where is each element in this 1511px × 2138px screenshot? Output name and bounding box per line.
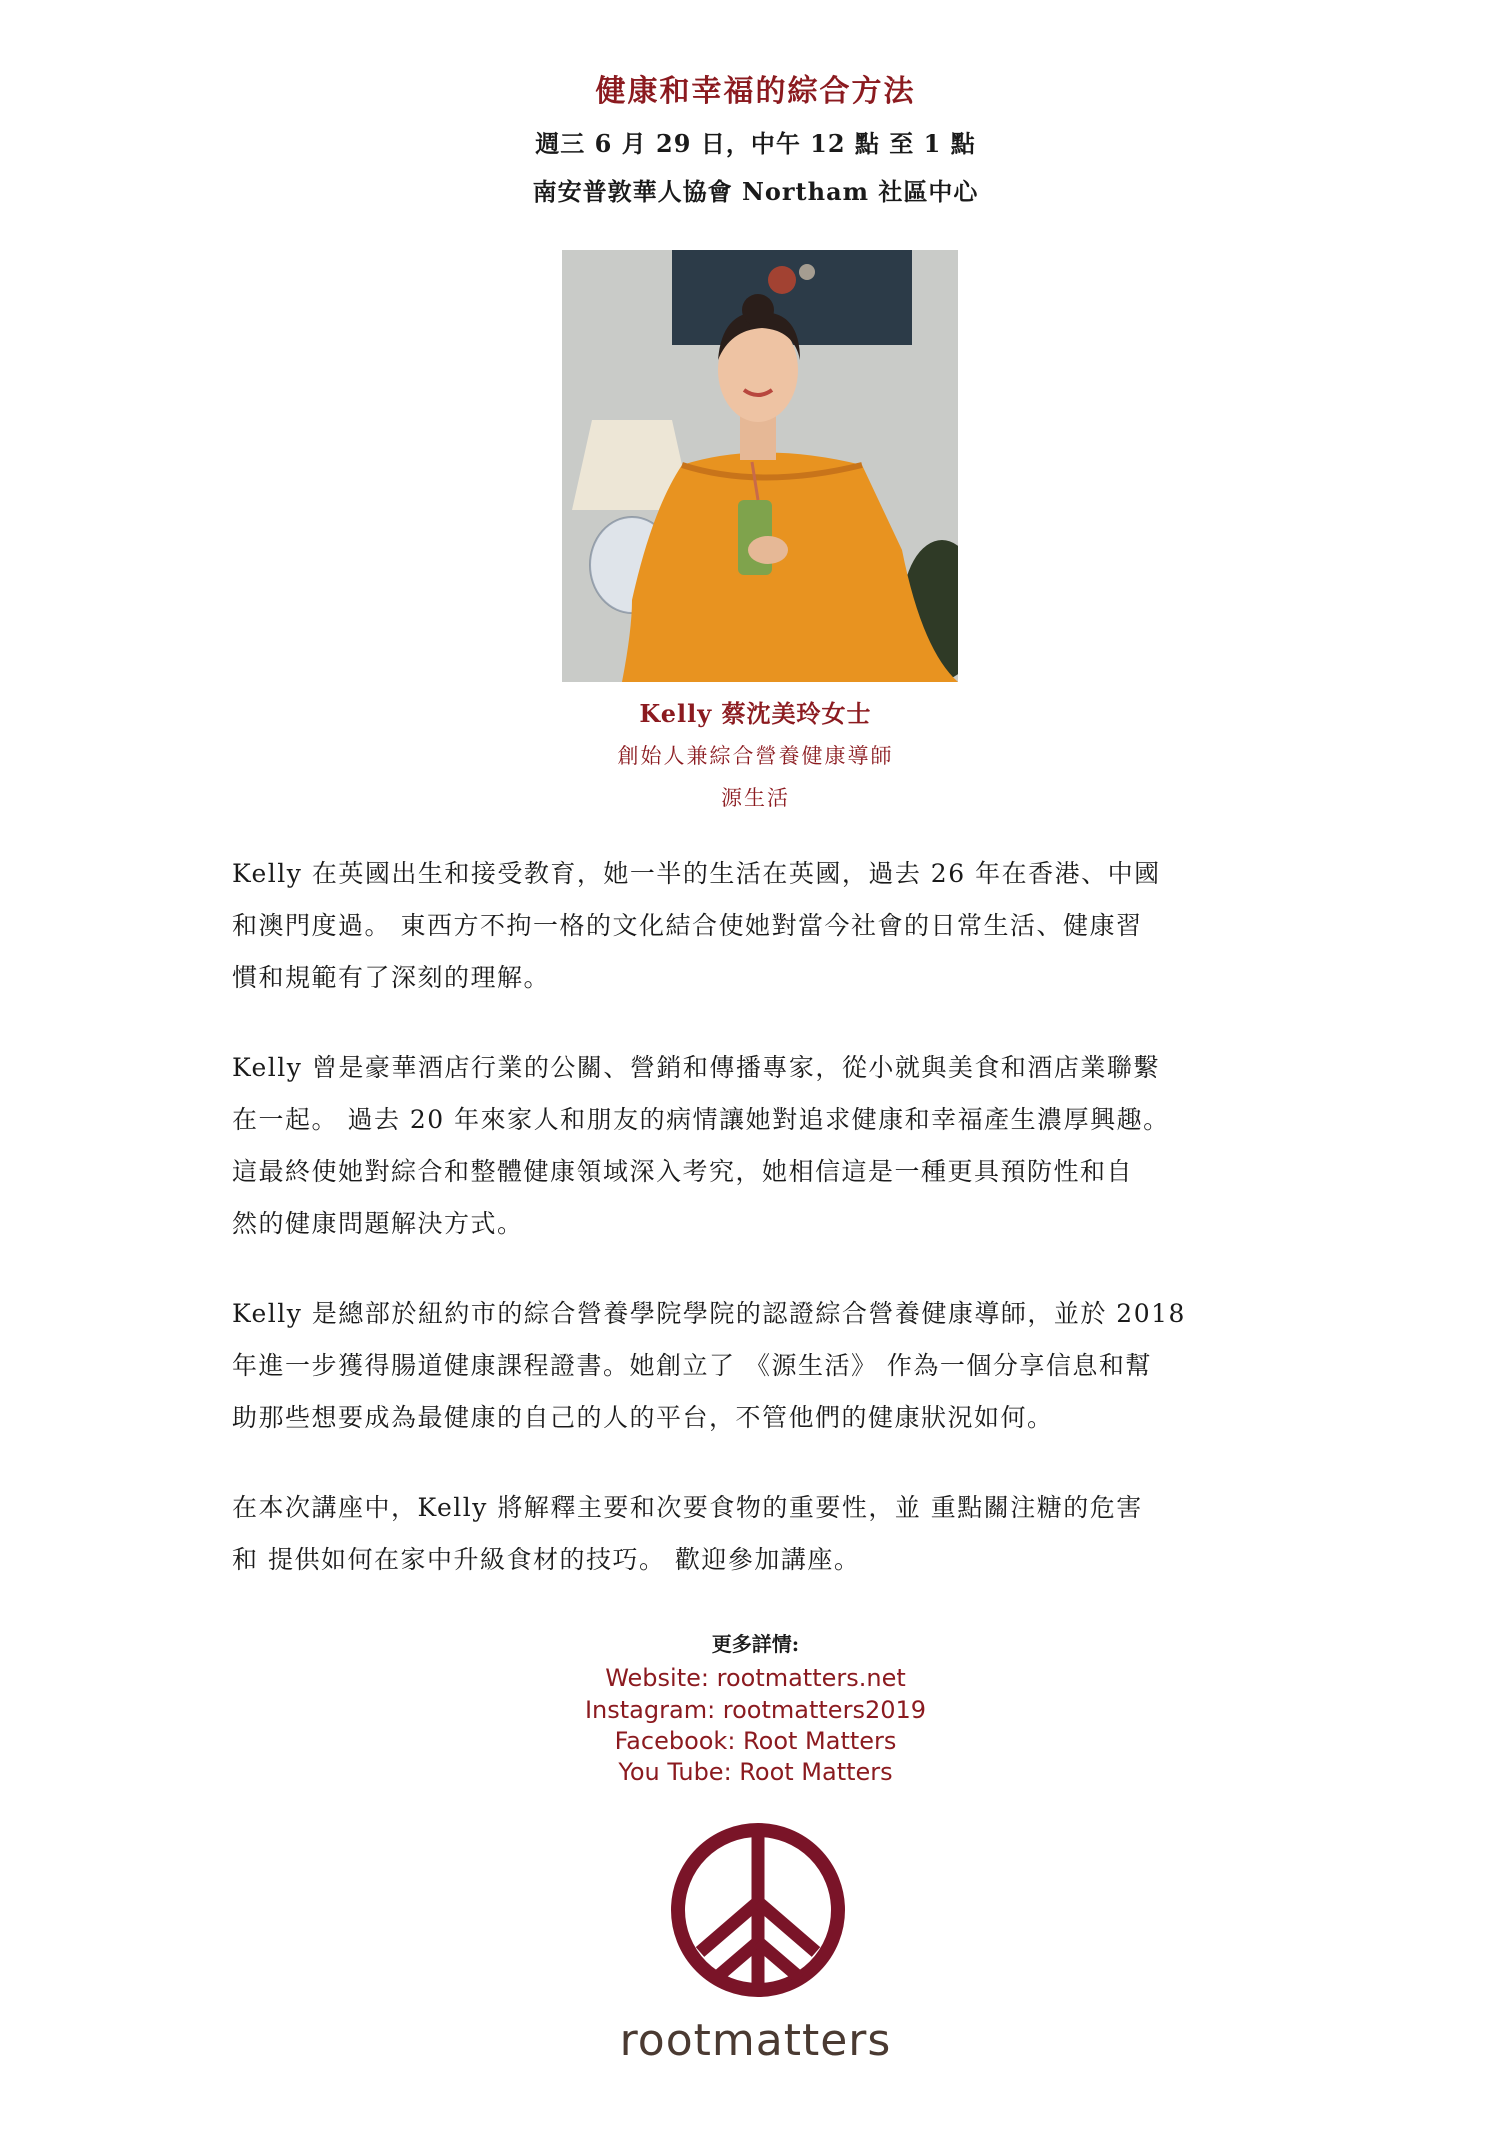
bio-paragraph-2 bbox=[232, 1042, 1322, 1250]
bio-paragraph-3 bbox=[232, 1288, 1322, 1444]
speaker-photo bbox=[562, 250, 958, 682]
talk-paragraph bbox=[232, 1482, 1322, 1586]
brand-wordmark: rootmatters bbox=[619, 2015, 892, 2066]
bio-paragraph-1 bbox=[232, 848, 1322, 1004]
paragraph-line: 和 提供如何在家中升級食材的技巧。 歡迎參加講座。 bbox=[232, 1545, 861, 1574]
paragraph-line: 然的健康問題解決方式。 bbox=[232, 1209, 524, 1238]
rootmatters-logo-icon bbox=[668, 1820, 848, 2010]
paragraph-line: 助那些想要成為最健康的自己的人的平台，不管他們的健康狀況如何。 bbox=[232, 1403, 1054, 1432]
page-title: 健康和幸福的綜合方法 bbox=[595, 74, 916, 109]
speaker-name: Kelly 蔡沈美玲女士 bbox=[639, 699, 872, 728]
paragraph-line: 和澳門度過。 東西方不拘一格的文化結合使她對當今社會的日常生活、健康習 bbox=[232, 911, 1143, 940]
event-date: 週三 6 月 29 日，中午 12 點 至 1 點 bbox=[535, 129, 976, 158]
more-info-title: 更多詳情: bbox=[711, 1632, 800, 1656]
instagram-link[interactable]: Instagram: rootmatters2019 bbox=[584, 1696, 927, 1724]
paragraph-line: Kelly 曾是豪華酒店行業的公關、營銷和傳播專家，從小就與美食和酒店業聯繫 bbox=[232, 1053, 1160, 1082]
youtube-link[interactable]: You Tube: Root Matters bbox=[618, 1758, 893, 1786]
paragraph-line: Kelly 是總部於紐約市的綜合營養學院學院的認證綜合營養健康導師，並於 2018 bbox=[232, 1299, 1186, 1328]
paragraph-line: 在本次講座中，Kelly 將解釋主要和次要食物的重要性，並 重點關注糖的危害 bbox=[232, 1493, 1143, 1522]
speaker-role: 創始人兼綜合營養健康導師 bbox=[617, 744, 894, 768]
paragraph-line: 年進一步獲得腸道健康課程證書。她創立了 《源生活》 作為一個分享信息和幫 bbox=[232, 1351, 1152, 1380]
speaker-organization: 源生活 bbox=[721, 786, 790, 810]
paragraph-line: 在一起。 過去 20 年來家人和朋友的病情讓她對追求健康和幸福產生濃厚興趣。 bbox=[232, 1105, 1170, 1134]
paragraph-line: 這最終使她對綜合和整體健康領域深入考究，她相信這是一種更具預防性和自 bbox=[232, 1157, 1134, 1186]
event-venue: 南安普敦華人協會 Northam 社區中心 bbox=[532, 177, 979, 206]
paragraph-line: 慣和規範有了深刻的理解。 bbox=[232, 963, 551, 992]
website-link[interactable]: Website: rootmatters.net bbox=[605, 1664, 906, 1692]
facebook-link[interactable]: Facebook: Root Matters bbox=[614, 1727, 897, 1755]
paragraph-line: Kelly 在英國出生和接受教育，她一半的生活在英國，過去 26 年在香港、中國 bbox=[232, 859, 1161, 888]
